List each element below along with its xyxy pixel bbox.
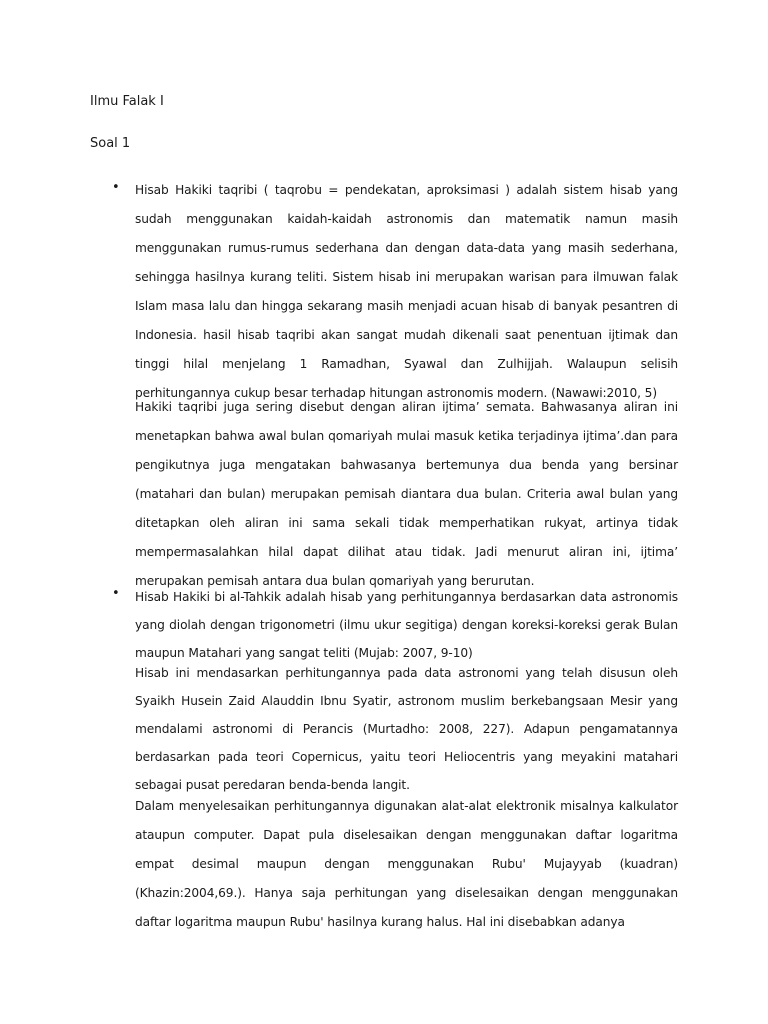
paragraph-aliran-ijtima: Hakiki taqribi juga sering disebut dengan aliran ijtima’ semata. Bahwasanya aliran ini menetapkan bahwa awal bulan qomariyah mulai masuk ketika terjadinya ijtima’.dan para pengikutnya juga mengatakan bahwasanya bertemunya dua benda yang bersinar (matahari dan bulan) merupakan pemisah diantara dua bulan. Criteria awal bulan yang ditetapkan oleh aliran ini sama sekali tidak memperhatikan rukyat, artinya tidak mempermasalahkan hilal dapat dilihat atau tidak. Jadi menurut aliran ini, ijtima’ merupakan pemisah antara dua bulan qomariyah yang berurutan. xyxy=(135,400,678,588)
bullet-1: • xyxy=(112,180,120,195)
paragraph-hisab-taqribi: Hisab Hakiki taqribi ( taqrobu = pendekatan, aproksimasi ) adalah sistem hisab yang sudah menggunakan kaidah-kaidah astronomis dan matematik namun masih menggunakan rumus-rumus sederhana dan dengan data-data yang masih sederhana, sehingga hasilnya kurang teliti. Sistem hisab ini merupakan warisan para ilmuwan falak Islam masa lalu dan hingga sekarang masih menjadi acuan hisab di banyak pesantren di Indonesia. hasil hisab taqribi akan sangat mudah dikenali saat penentuan ijtimak dan tinggi hilal menjelang 1 Ramadhan, Syawal dan Zulhijjah. Walaupun selisih perhitungannya cukup besar terhadap hitungan astronomis modern. (Nawawi:2010, 5) xyxy=(135,183,678,400)
bullet-2: • xyxy=(112,586,120,601)
section-heading: Soal 1 xyxy=(90,136,131,151)
paragraph-data-astronomi: Hisab ini mendasarkan perhitungannya pada data astronomi yang telah disusun oleh Syaikh Husein Zaid Alauddin Ibnu Syatir, astronom muslim berkebangsaan Mesir yang mendalami astronomi di Perancis (Murtadho: 2008, 227). Adapun pengamatannya berdasarkan pada teori Copernicus, yaitu teori Heliocentris yang meyakini matahari sebagai pusat peredaran benda-benda langit. xyxy=(135,666,678,792)
paragraph-hisab-tahkik: Hisab Hakiki bi al-Tahkik adalah hisab yang perhitungannya berdasarkan data astronomis yang diolah dengan trigonometri (ilmu ukur segitiga) dengan koreksi-koreksi gerak Bulan maupun Matahari yang sangat teliti (Mujab: 2007, 9-10) xyxy=(135,590,678,660)
document-title: Ilmu Falak I xyxy=(90,94,164,109)
paragraph-alat-elektronik: Dalam menyelesaikan perhitungannya digunakan alat-alat elektronik misalnya kalkulator ataupun computer. Dapat pula diselesaikan dengan menggunakan daftar logaritma empat desimal maupun dengan menggunakan Rubu' Mujayyab (kuadran) (Khazin:2004,69.). Hanya saja perhitungan yang diselesaikan dengan menggunakan daftar logaritma maupun Rubu' hasilnya kurang halus. Hal ini disebabkan adanya xyxy=(135,799,678,929)
